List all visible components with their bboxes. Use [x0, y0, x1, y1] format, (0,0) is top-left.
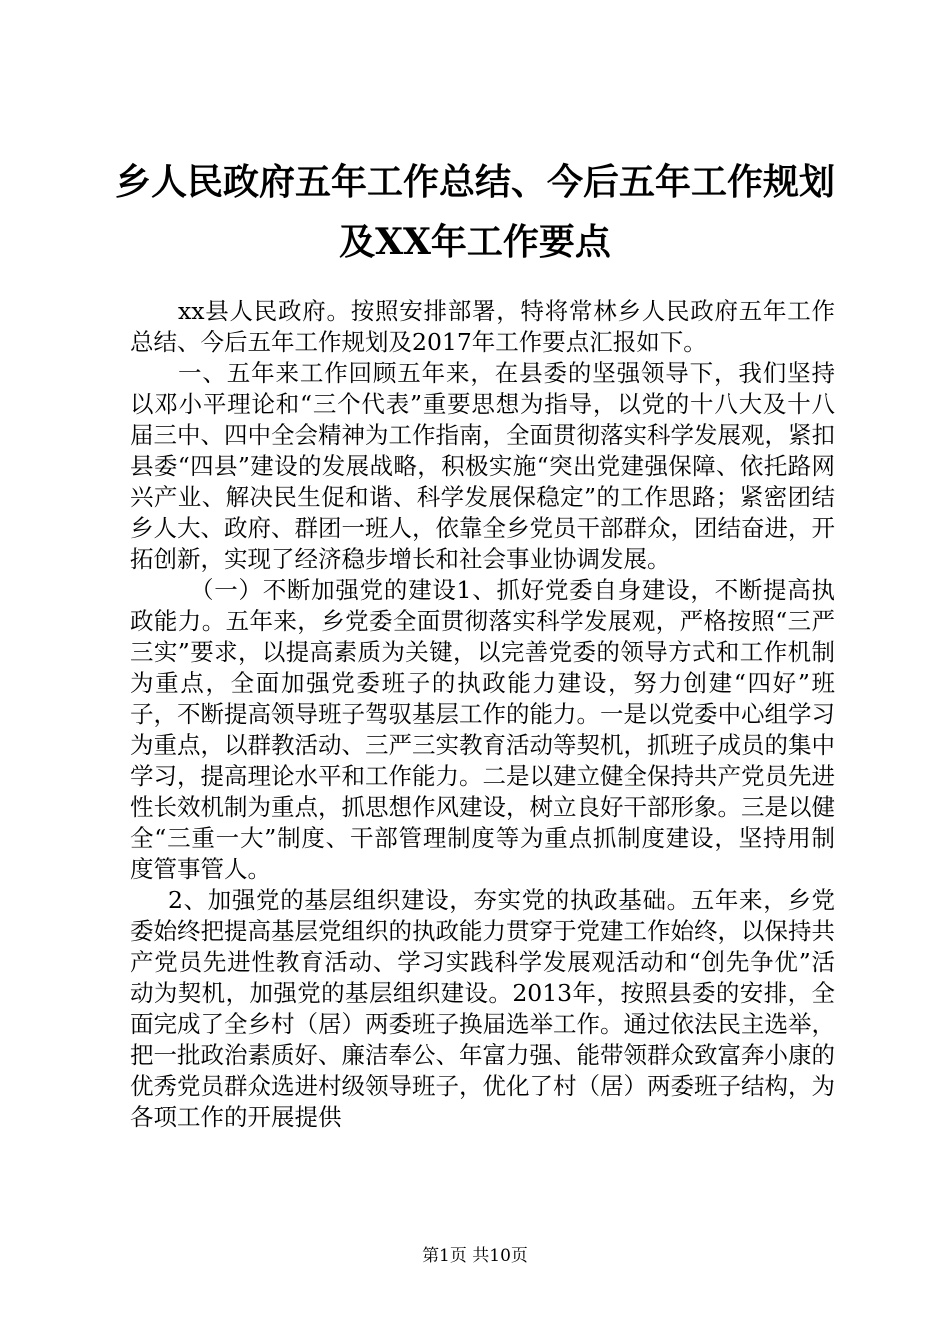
document-body: [130, 296, 835, 1133]
page-number: 第1页 共10页: [422, 1246, 528, 1266]
paragraph-party-building: （一）不断加强党的建设1、抓好党委自身建设，不断提高执政能力。五年来，乡党委全面贯彻落实科学发展观，严格按照“三严三实”要求，以提高素质为关键，以完善党委的领导方式和工作机制为重点，全面加强党委班子的执政能力建设，努力创建“四好”班子，不断提高领导班子驾驭基层工作的能力。一是以党委中心组学习为重点，以群教活动、三严三实教育活动等契机，抓班子成员的集中学习，提高理论水平和工作能力。二是以建立健全保持共产党员先进性长效机制为重点，抓思想作风建设，树立良好干部形象。三是以健全“三重一大”制度、干部管理制度等为重点抓制度建设，坚持用制度管事管人。: [130, 576, 835, 883]
document-title-line-1: 乡人民政府五年工作总结、今后五年工作规划: [114, 161, 835, 203]
paragraph-grassroots: 2、加强党的基层组织建设，夯实党的执政基础。五年来，乡党委始终把提高基层党组织的执政能力贯穿于党建工作始终，以保持共产党员先进性教育活动、学习实践科学发展观活动和“创先争优”活动为契机，加强党的基层组织建设。2013年，按照县委的安排，全面完成了全乡村（居）两委班子换届选举工作。通过依法民主选举，把一批政治素质好、廉洁奉公、年富力强、能带领群众致富奔小康的优秀党员群众选进村级领导班子，优化了村（居）两委班子结构，为各项工作的开展提供: [130, 886, 835, 1131]
paragraph-intro: xx县人民政府。按照安排部署，特将常林乡人民政府五年工作总结、今后五年工作规划及2017年工作要点汇报如下。: [130, 297, 835, 356]
document-title-line-2: 及XX年工作要点: [339, 221, 611, 263]
paragraph-review: 一、五年来工作回顾五年来，在县委的坚强领导下，我们坚持以邓小平理论和“三个代表”重要思想为指导，以党的十八大及十八届三中、四中全会精神为工作指南，全面贯彻落实科学发展观，紧扣县委“四县”建设的发展战略，积极实施“突出党建强保障、依托路网兴产业、解决民生促和谐、科学发展保稳定”的工作思路；紧密团结乡人大、政府、群团一班人，依靠全乡党员干部群众，团结奋进，开拓创新，实现了经济稳步增长和社会事业协调发展。: [130, 359, 835, 573]
